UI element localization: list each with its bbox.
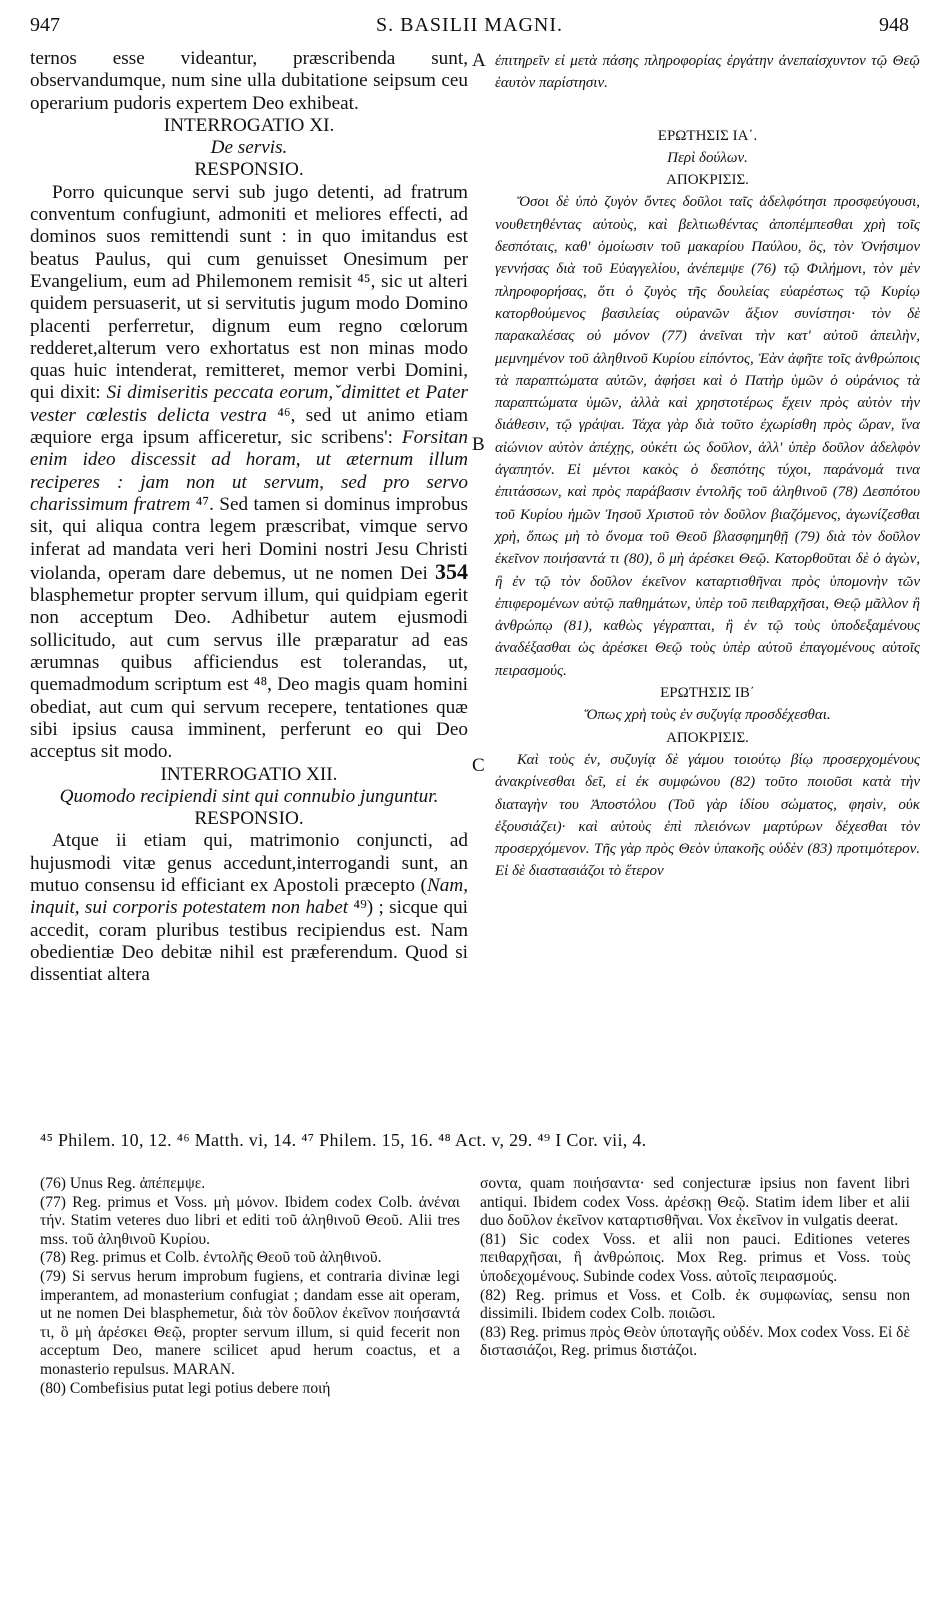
- latin-p2-text-c: ⁴⁶, sed ut animo etiam æquiore erga ipsum afficeretur, sic scribens':: [30, 404, 468, 449]
- latin-subheading-de-servis: De servis.: [210, 137, 288, 159]
- greek-apokrisis-2: ΑΠΟΚΡΙΣΙΣ.: [666, 729, 749, 746]
- note-78: (78) Reg. primus et Colb. ἐντολῆς Θεοῦ τοῦ ἀληθινοῦ.: [40, 1249, 382, 1267]
- page-number-left: 947: [30, 14, 60, 36]
- greek-subheading-syzygia: Ὅπως χρὴ τοὺς ἐν συζυγίᾳ προσδέχεσθαι.: [584, 707, 831, 724]
- greek-heading-erotesis-11: ΕΡΩΤΗΣΙΣ ΙΑ΄.: [657, 127, 758, 144]
- latin-p2-text-f: blasphemetur propter servum illum, qui quidpiam egerit non acceptum Deo. Adhibetur autem ejusmodi sollicitudo, aut cum servus ille præparatur ad eas ærumnas quibus afficiendus est tolerandas, ut, quemadmodum scriptum est ⁴⁸, Deo magis quam homini obediat, aut cum qui servum recepere, tentationes quæ sibi ipsius causa imminent, perferunt eo qui Deo acceptus sit modo.: [30, 585, 468, 763]
- latin-paragraph-3: [30, 830, 468, 986]
- greek-paragraph-1: ἐπιτηρεῖν εἰ μετὰ πάσης πληροφορίας ἐργάτην ἀνεπαίσχυντον τῷ Θεῷ ἑαυτὸν παρίστησιν.: [495, 53, 920, 92]
- latin-heading-interrogatio-11: INTERROGATIO XI.: [163, 114, 335, 136]
- latin-column: [30, 48, 468, 986]
- critical-notes-left: [40, 1175, 460, 1398]
- latin-paragraph-2: [30, 182, 468, 764]
- inline-page-marker: 354: [435, 558, 468, 584]
- latin-subheading-connubio: Quomodo recipiendi sint qui connubio junguntur.: [59, 785, 439, 807]
- latin-heading-interrogatio-12: INTERROGATIO XII.: [160, 763, 338, 785]
- note-79: (79) Si servus herum improbum fugiens, et contraria divinæ legi imperantem, ad monasterium confugiat ; dandam esse ait operam, ut ne nomen Dei blasphemetur, διὰ τὸν δοῦλον ἐκεῖνον ποιήσαντά τι, ὃ μὴ ἀρέσκει Θεῷ, propter servum illum, si quid fecerit non acceptum Deo, manere scilicet apud herum coactus, et a monasterio repulsus. MARAN.: [40, 1267, 460, 1378]
- note-77: (77) Reg. primus et Voss. μὴ μόνον. Ibidem codex Colb. ἀνέναι τήν. Statim veteres duo libri et editi τοῦ ἀληθινοῦ Θεοῦ. Alii tres mss. τοῦ ἀληθινοῦ Κυρίου.: [40, 1193, 460, 1248]
- latin-responsio-2: RESPONSIO.: [194, 808, 304, 830]
- critical-notes-right: [480, 1175, 910, 1361]
- greek-paragraph-3: Καὶ τοὺς ἐν, συζυγίᾳ δὲ γάμου τοιούτῳ βίῳ προσερχομένους ἀνακρίνεσθαι δεῖ, εἰ ἐκ συμφώνου (82) τοῦτο ποιοῦσι κατὰ τὴν διαταγὴν του Ἀποστόλου (Τοῦ γὰρ ἰδίου σώματος, φησὶν, οὐκ ἐξουσιάζει)· καὶ αὐτοὺς ἐπὶ πλειόνων μαρτύρων δέχεσθαι τὸν προσερχόμενον. Τῆς γὰρ πρὸς Θεὸν ὑπακοῆς οὐδὲν (83) προτιμότερον. Εἰ δὲ διαστασιάζοι τὸ ἕτερον: [495, 751, 920, 880]
- latin-p2-quote-philemon: Forsitan enim ideo discessit ad horam, ut æternum illum reciperes : jam non ut servum, sed pro servo charissimum fratrem: [30, 427, 468, 515]
- latin-p3-text-c: ⁴⁹) ; sicque qui accedit, coram pluribus testibus recipiendus est. Nam obedientiæ Deo debitæ nihil est præferendum. Quod si dissentiat altera: [30, 897, 468, 986]
- latin-p3-text-a: Atque ii etiam qui, matrimonio conjuncti, ad hujusmodi vitæ genus accedunt,interrogandi sunt, an mutuo consensu id efficiant ex Apostoli præcepto (: [30, 830, 468, 896]
- latin-paragraph-1: ternos esse videantur, præscribenda sunt, observandumque, num sine ulla dubitatione seipsum ceu operarium pudoris expertem Deo exhibeat.: [30, 48, 468, 114]
- note-76: (76) Unus Reg. ἀπέπεμψε.: [40, 1175, 206, 1192]
- note-83: (83) Reg. primus πρὸς Θεὸν ὑποταγῆς οὐδέν. Mox codex Voss. Εἰ δὲ διστασιάζοι, Reg. primus διστάζοι.: [480, 1323, 910, 1360]
- latin-responsio-1: RESPONSIO.: [194, 159, 304, 181]
- margin-letter-c: C: [472, 755, 485, 776]
- scripture-references: ⁴⁵ Philem. 10, 12. ⁴⁶ Matth. vi, 14. ⁴⁷ Philem. 15, 16. ⁴⁸ Act. v, 29. ⁴⁹ I Cor. vii, 4.: [40, 1130, 647, 1150]
- greek-heading-erotesis-12: ΕΡΩΤΗΣΙΣ ΙΒ΄: [660, 685, 755, 702]
- note-80-continued: σοντα, quam ποιήσαντα· sed conjecturæ ipsius non favent libri antiqui. Ibidem codex Voss. ἀρέσκῃ Θεῷ. Statim idem liber et alii duo δοῦλον ἐκεῖνον καταρτισθῆναι. Vox ἐκεῖνον in vulgatis deerat.: [480, 1175, 910, 1230]
- greek-column: [495, 50, 920, 883]
- latin-p2-text-a: Porro quicunque servi sub jugo detenti, ad fratrum conventum confugiunt, admoniti et meliores effecti, ad dominos suos remittendi sunt : in quo imitandus est beatus Paulus, qui cum genuisset Onesimum per Evangelium, eum ad Philemonem remisit ⁴⁵, sic ut alteri quidem persuaserit, ut si servitutis jugum modo Domino placenti perferretur, dignum eum regno cœlorum redderet,alterum vero exhortatus est non minas modo quas huic intenderat, remitteret, memor verbi Domini, qui dixit:: [30, 181, 468, 404]
- note-80: (80) Combefisius putat legi potius debere ποιή: [40, 1379, 331, 1397]
- latin-p2-quote-matthew: Si dimiseritis peccata eorum,ˇdimittet et Pater vester cœlestis delicta vestra: [30, 382, 469, 426]
- note-81: (81) Sic codex Voss. et alii non pauci. Editiones veteres πειθαρχῆσαι, ἢ ἀνθρώποις. Mox Reg. primus et Voss. τοὺς ὑποδεχομένους. Subinde codex Voss. αὐτοῖς πειρασμούς.: [480, 1230, 910, 1285]
- latin-p2-text-e: ⁴⁷. Sed tamen si dominus improbus sit, qui aliqua contra legem præscribat, vimque servo inferat ad mandata veri heri Domini nostri Jesu Christi violanda, operam dare debemus, ut ne nomen Dei: [30, 493, 468, 584]
- running-title: S. BASILII MAGNI.: [376, 14, 563, 36]
- note-82: (82) Reg. primus et Voss. et Colb. ἐκ συμφωνίας, sensu non dissimili. Ibidem codex Colb. ποιῶσι.: [480, 1286, 910, 1323]
- page-number-right: 948: [879, 14, 909, 36]
- margin-letter-b: B: [472, 434, 485, 455]
- greek-apokrisis-1: ΑΠΟΚΡΙΣΙΣ.: [666, 172, 749, 189]
- latin-p3-quote-corinthians: Nam, inquit, sui corporis potestatem non habet: [30, 874, 468, 919]
- greek-subheading-peri-doulon: Περὶ δούλων.: [667, 149, 748, 166]
- greek-paragraph-2: Ὅσοι δὲ ὑπὸ ζυγὸν ὄντες δοῦλοι ταῖς ἀδελφότησι προσφεύγουσι, νουθετηθέντας αὐτοὺς, καὶ βελτιωθέντας ἀποπέμπεσθαι χρὴ τοῖς δεσπόταις, καθ' ὁμοίωσιν τοῦ μακαρίου Παύλου, ὃς, τὸν Ὀνήσιμον γεννήσας διὰ τοῦ Εὐαγγελίου, ἀνέπεμψε (76) τῷ Φιλήμονι, τὸν μὲν πληροφορήσας, ὅτι ὁ ζυγὸς τῆς δουλείας εὐαρέστως τῷ Κυρίῳ κατορθούμενος βασιλείας οὐρανῶν ἄξιον συνίστησι· τὸν δὲ παρακαλέσας οὐ μόνον (77) ἀνεῖναι τὴν κατ' αὐτοῦ ἀπειλὴν, μεμνημένον τοῦ ἀληθινοῦ Κυρίου εἰπόντος, Ἐὰν ἀφῆτε τοῖς ἀνθρώποις τὰ παραπτώματα αὐτῶν, ἀφήσει καὶ ὁ Πατὴρ ὑμῶν ὁ οὐράνιος τὰ παραπτώματα ὑμῶν, ἀλλὰ καὶ χρηστοτέρως ἔχειν πρὸς αὐτὸν τὴν διάθεσιν, τῷ γράψαι. Τάχα γὰρ διὰ τοῦτο ἐχωρίσθη πρὸς ὥραν, ἵνα αἰώνιον αὐτὸν ἀπέχῃς, οὐκέτι ὡς δοῦλον, ἀλλ' ὑπὲρ δοῦλον ἀδελφὸν ἀγαπητόν. Εἰ μέντοι κακὸς ὁ δεσπότης τύχοι, παράνομά τινα ἐπιτάσσων, καὶ πρὸς παράβασιν ἐντολῆς τοῦ ἀληθινοῦ (78) Δεσπότου τοῦ Κυρίου ἡμῶν Ἰησοῦ Χριστοῦ τὸν δοῦλον βιαζόμενος, ἀγωνίζεσθαι χρὴ, ὅπως μὴ τὸ ὄνομα τοῦ Θεοῦ βλασφημηθῇ (79) διὰ τὸν δοῦλον ἐκεῖνον ποιήσαντά τι (80), ὃ μὴ ἀρέσκει Θεῷ. Κατορθοῦται δὲ ὁ ἀγὼν, ἢ ἐν τῷ τὸν δοῦλον ἐκεῖνον καταρτισθῆναι πρὸς ὑπομονὴν τῶν ἐπιφερομένων αὐτῷ παθημάτων, ὑπὲρ τοῦ πειθαρχῆσαι, Θεῷ μᾶλλον ἢ ἀνθρώπῳ (81), καθὼς γέγραπται, ἢ ἐν τῷ τοὺς ὑποδεξαμένους ἀναδέξασθαι ὡς ἀρέσκει Θεῷ τοὺς ὑπὲρ αὐτοῦ ἐπαγομένους αὐτοῖς πειρασμούς.: [495, 194, 920, 679]
- margin-letter-a: A: [472, 50, 486, 71]
